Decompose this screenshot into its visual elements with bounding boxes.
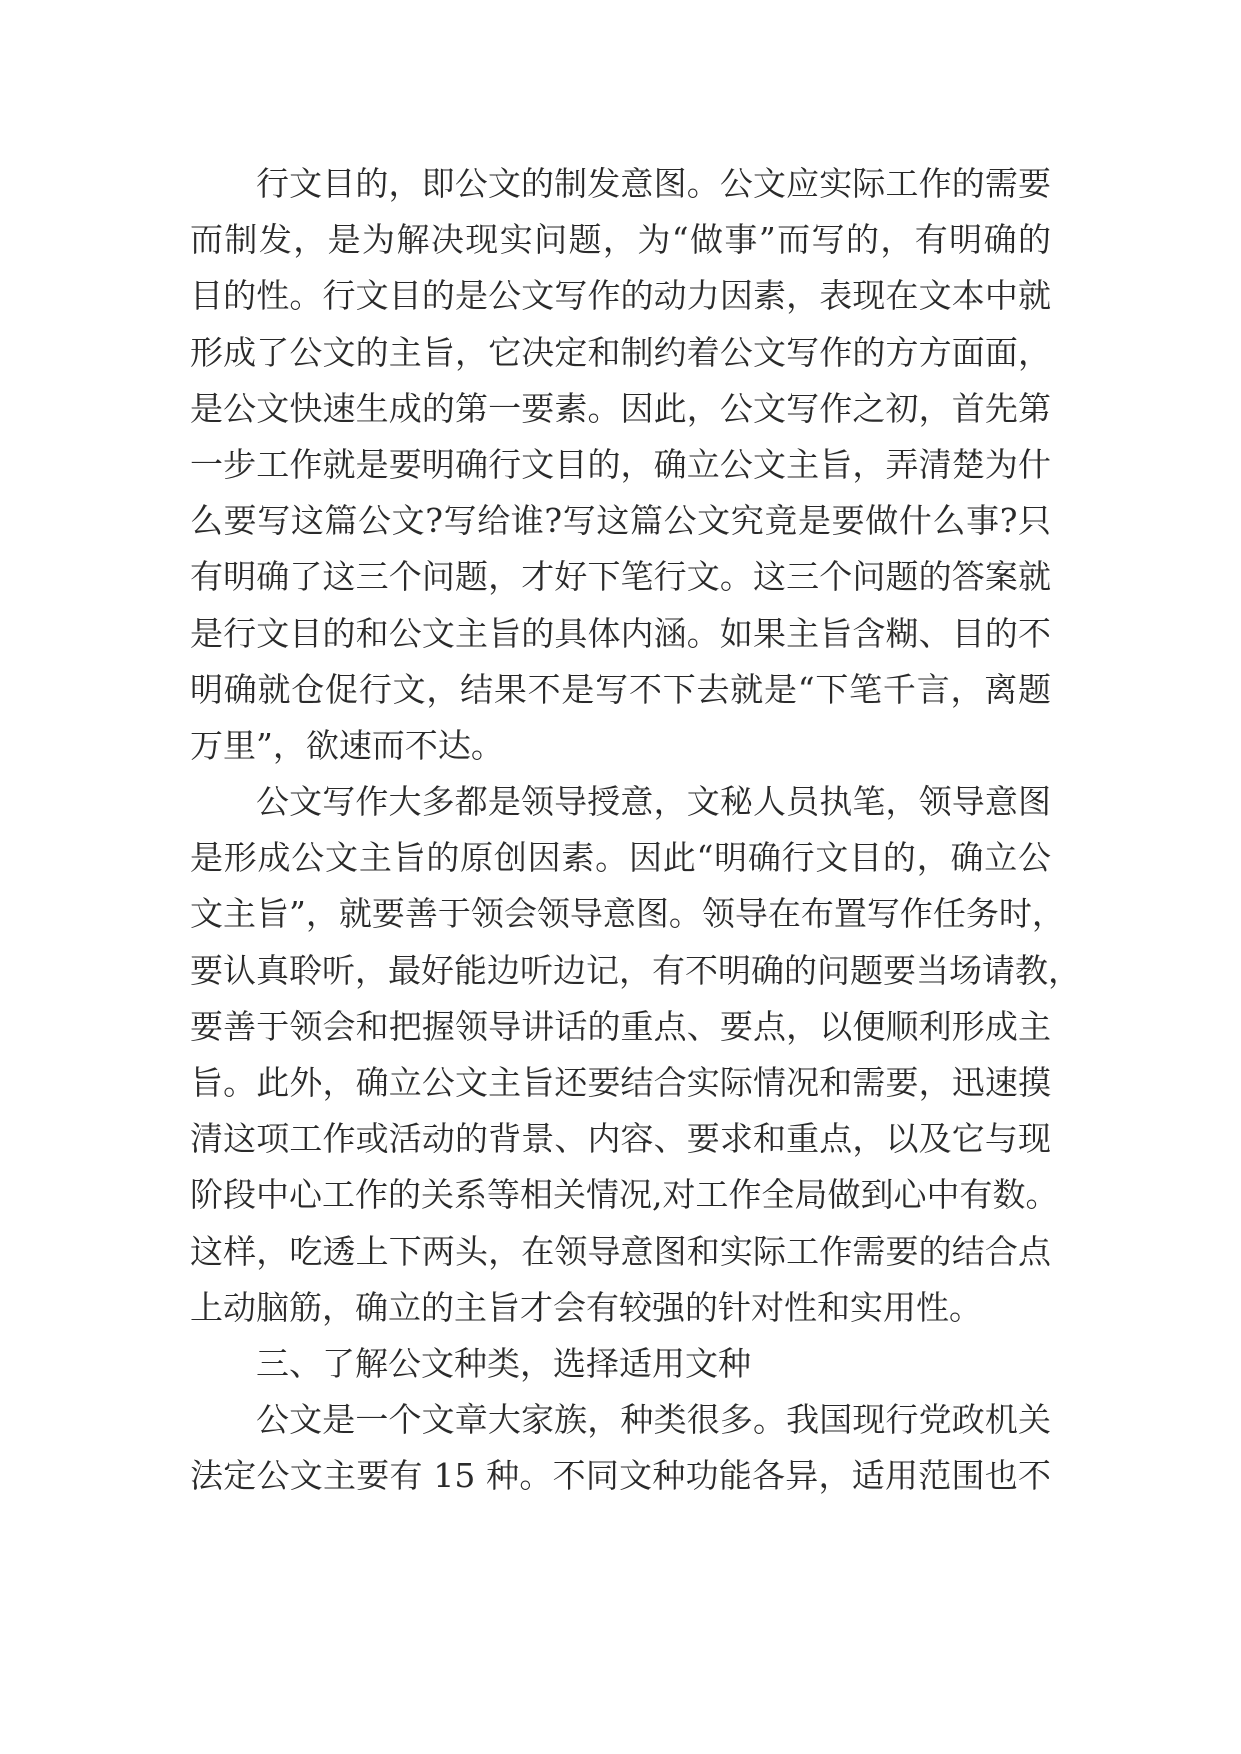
text-line: 这样，吃透上下两头，在领导意图和实际工作需要的结合点 xyxy=(190,1231,1051,1271)
text-line: 清这项工作或活动的背景、内容、要求和重点，以及它与现 xyxy=(190,1119,1051,1159)
text-line: 公文写作大多都是领导授意，文秘人员执笔，领导意图 xyxy=(256,782,1051,822)
text-line: 有明确了这三个问题，才好下笔行文。这三个问题的答案就 xyxy=(190,557,1051,597)
text-line: 明确就仓促行文，结果不是写不下去就是“下笔千言，离题 xyxy=(190,669,1051,709)
text-line: 万里”，欲速而不达。 xyxy=(190,725,504,765)
text-line: 旨。此外，确立公文主旨还要结合实际情况和需要，迅速摸 xyxy=(190,1063,1051,1102)
text-line: 阶段中心工作的关系等相关情况,对工作全局做到心中有数。 xyxy=(190,1175,1059,1215)
text-line: 目的性。行文目的是公文写作的动力因素，表现在文本中就 xyxy=(190,276,1051,316)
text-line: 文主旨”，就要善于领会领导意图。领导在布置写作任务时， xyxy=(190,894,1065,934)
text-line: 么要写这篇公文?写给谁?写这篇公文究竟是要做什么事?只 xyxy=(190,501,1051,541)
text-line: 三、了解公文种类，选择适用文种 xyxy=(256,1343,751,1383)
text-line: 公文是一个文章大家族，种类很多。我国现行党政机关 xyxy=(256,1400,1051,1440)
text-line: 法定公文主要有 15 种。不同文种功能各异，适用范围也不 xyxy=(190,1456,1051,1496)
text-line: 是形成公文主旨的原创因素。因此“明确行文目的，确立公 xyxy=(190,838,1051,878)
text-line: 要认真聆听，最好能边听边记，有不明确的问题要当场请教， xyxy=(190,950,1081,990)
text-line: 是公文快速生成的第一要素。因此，公文写作之初，首先第 xyxy=(190,388,1051,428)
text-line: 行文目的，即公文的制发意图。公文应实际工作的需要 xyxy=(256,164,1051,203)
document-body xyxy=(190,156,1081,1505)
text-line: 上动脑筋，确立的主旨才会有较强的针对性和实用性。 xyxy=(190,1287,982,1327)
text-line: 一步工作就是要明确行文目的，确立公文主旨，弄清楚为什 xyxy=(190,444,1051,484)
text-line: 形成了公文的主旨，它决定和制约着公文写作的方方面面， xyxy=(190,332,1051,372)
text-line: 是行文目的和公文主旨的具体内涵。如果主旨含糊、目的不 xyxy=(190,613,1051,653)
text-line: 而制发，是为解决现实问题，为“做事”而写的，有明确的 xyxy=(190,220,1051,260)
text-line: 要善于领会和把握领导讲话的重点、要点，以便顺利形成主 xyxy=(190,1006,1051,1046)
